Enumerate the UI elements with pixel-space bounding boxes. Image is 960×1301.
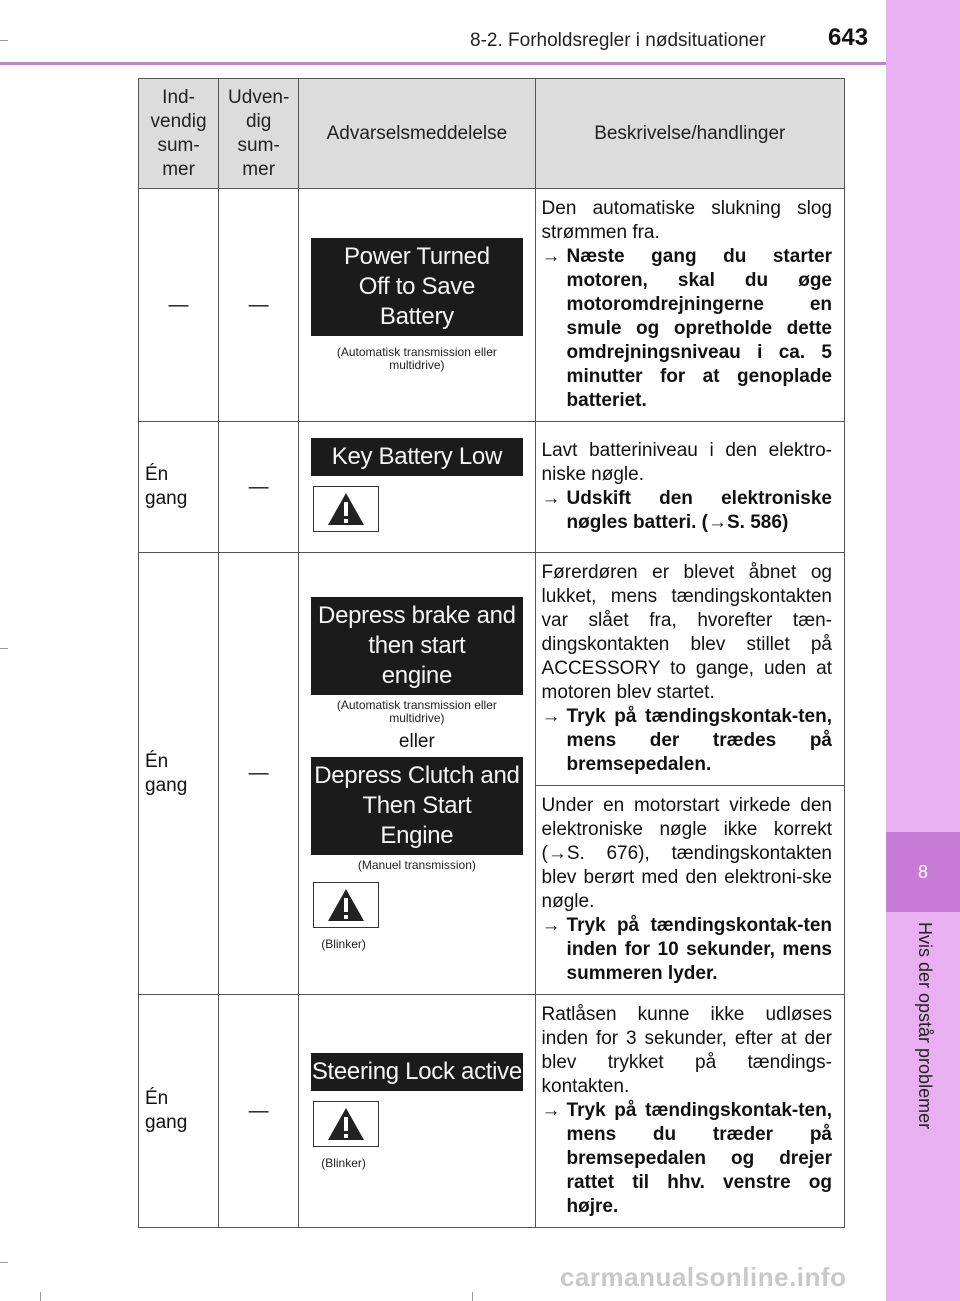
arrow-right-icon: → — [541, 915, 561, 936]
action-text: Tryk på tændingskontak-ten, mens der trædes på bremsepedalen. — [566, 706, 832, 775]
description-cell — [535, 189, 844, 422]
display-message-depress-brake: Depress brake and then start engine — [311, 597, 523, 695]
arrow-right-icon: → — [541, 246, 561, 267]
section-title: 8-2. Forholdsregler i nødsituationer — [470, 30, 766, 51]
action-item — [542, 1099, 832, 1219]
inner-buzzer-cell: Én gang — [139, 553, 219, 995]
action-item — [542, 487, 832, 535]
outer-buzzer-cell: — — [219, 553, 299, 995]
description-text: Lavt batteriniveau i den elektro-niske nøgle. — [541, 440, 832, 485]
message-cell — [299, 995, 535, 1228]
crop-mark — [0, 40, 8, 41]
crop-mark — [40, 1292, 41, 1301]
crop-mark — [472, 1292, 473, 1301]
display-message-depress-clutch: Depress Clutch and Then Start Engine — [311, 757, 523, 855]
warning-light-wrap — [299, 1101, 534, 1170]
transmission-note: (Automatisk transmission eller multidrive) — [336, 345, 497, 372]
message-cell — [299, 189, 535, 422]
or-separator: eller — [398, 730, 435, 752]
header-rule — [0, 62, 886, 65]
description-text: Førerdøren er blevet åbnet og lukket, mens tændingskontakten var slået fra, hvorefter tæn-dingskontakten blev stillet på ACCESSORY to gange, uden at motoren blev startet. — [541, 562, 832, 703]
action-item — [542, 245, 832, 413]
inner-buzzer-cell: Én gang — [139, 995, 219, 1228]
crop-mark — [0, 648, 8, 649]
table-row — [139, 422, 845, 553]
warning-triangle-icon — [313, 486, 379, 532]
action-text: Tryk på tændingskontak-ten, mens du træder på bremsepedalen og drejer rattet til hhv. venstre og højre. — [566, 1100, 832, 1217]
outer-buzzer-cell: — — [219, 422, 299, 553]
table-row — [139, 553, 845, 786]
description-cell — [535, 422, 844, 553]
warning-triangle-icon — [313, 1101, 379, 1147]
description-text: Under en motorstart virkede den elektroniske nøgle ikke korrekt (→S. 676), tændingskontakten blev berørt med den elektroni-ske nøgle. — [541, 795, 832, 912]
header-description: Beskrivelse/handlinger — [535, 79, 844, 189]
inner-buzzer-cell: — — [139, 189, 219, 422]
action-item — [542, 914, 832, 986]
arrow-right-icon: → — [541, 488, 561, 509]
table-header-row — [139, 79, 845, 189]
display-message-key-battery-low: Key Battery Low — [311, 438, 523, 476]
table-row — [139, 995, 845, 1228]
transmission-note: (Automatisk transmission eller multidrive) — [336, 697, 497, 725]
table-row — [139, 189, 845, 422]
header-warning-message: Advarselsmeddelelse — [299, 79, 535, 189]
arrow-right-icon: → — [541, 1100, 561, 1121]
display-message-power-off: Power Turned Off to Save Battery — [311, 238, 523, 336]
inner-buzzer-cell: Én gang — [139, 422, 219, 553]
chapter-title: Hvis der opstår problemer — [915, 922, 935, 1130]
chapter-number: 8 — [917, 861, 928, 882]
action-item — [542, 705, 832, 777]
warning-triangle-icon — [313, 882, 379, 928]
transmission-note: (Manuel transmission) — [357, 857, 476, 872]
blinker-note: (Blinker) — [321, 1155, 366, 1170]
warning-message-table — [138, 78, 845, 1228]
action-text: Næste gang du starter motoren, skal du øge motoromdrejningerne en smule og opretholde dette omdrejningsniveau i ca. 5 minutter for at genoplade batteriet. — [566, 246, 832, 411]
crop-mark — [0, 1262, 8, 1263]
warning-light-wrap — [299, 882, 534, 951]
description-cell — [535, 553, 844, 786]
watermark: carmanualsonline.info — [560, 1262, 847, 1292]
description-cell — [535, 995, 844, 1228]
description-cell — [535, 786, 844, 995]
header-outer-buzzer: Udven- dig sum- mer — [219, 79, 299, 189]
action-text: Udskift den elektroniske nøgles batteri. (→S. 586) — [566, 488, 832, 533]
arrow-right-icon: → — [541, 706, 561, 727]
warning-light-wrap — [299, 486, 534, 537]
display-message-steering-lock: Steering Lock active — [311, 1053, 523, 1091]
action-text: Tryk på tændingskontak-ten inden for 10 sekunder, mens summeren lyder. — [566, 915, 832, 984]
outer-buzzer-cell: — — [219, 189, 299, 422]
outer-buzzer-cell: — — [219, 995, 299, 1228]
page-number: 643 — [828, 24, 869, 51]
message-cell — [299, 422, 535, 553]
chapter-number-tab[interactable] — [886, 832, 960, 912]
blinker-note: (Blinker) — [321, 936, 366, 951]
header-inner-buzzer: Ind- vendig sum- mer — [139, 79, 219, 189]
description-text: Ratlåsen kunne ikke udløses inden for 3 sekunder, efter at der blev trykket på tændings-kontakten. — [541, 1004, 832, 1097]
message-cell — [299, 553, 535, 995]
description-text: Den automatiske slukning slog strømmen fra. — [541, 198, 832, 243]
